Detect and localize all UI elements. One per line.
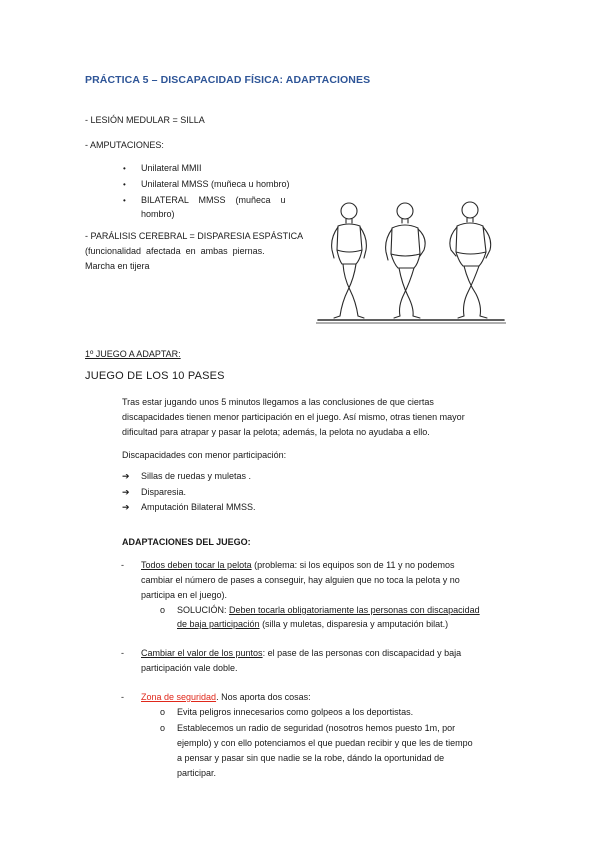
- solution-line-2: [177, 616, 448, 632]
- game-title: JUEGO DE LOS 10 PASES: [85, 370, 225, 382]
- paragraph-line-2: discapacidades tienen menor participación en el juego. Así mismo, otras tienen mayor: [122, 412, 465, 422]
- adaptation-1-text: (problema: si los equipos son de 11 y no podemos: [251, 560, 455, 570]
- adaptation-2-line-1: [141, 645, 461, 661]
- arrow-icon: ➔: [122, 502, 130, 512]
- amputacion-item-3-cont: hombro): [141, 209, 175, 219]
- arrow-item-2: Disparesia.: [141, 487, 187, 497]
- arrow-icon: ➔: [122, 487, 130, 497]
- paralisis-line-3: Marcha en tijera: [85, 261, 150, 271]
- adaptation-3-line-1: [141, 689, 311, 705]
- bullet-icon: •: [123, 196, 126, 205]
- adaptation-3-sub-2-line-3: a pensar y pasar sin que nadie se la robe, dándo la oportunidad de: [177, 753, 445, 763]
- amputaciones-label: - AMPUTACIONES:: [85, 140, 164, 150]
- bullet-icon: •: [123, 180, 126, 189]
- adaptation-3-text: . Nos aporta dos cosas:: [216, 692, 311, 702]
- adaptations-heading: ADAPTACIONES DEL JUEGO:: [122, 537, 251, 547]
- dash-icon: -: [121, 692, 124, 702]
- adaptation-1-line-2: cambiar el número de pases a conseguir, hay alguien que no toca la pelota y no: [141, 575, 460, 585]
- section-heading: 1º JUEGO A ADAPTAR:: [85, 349, 181, 359]
- arrow-item-1: Sillas de ruedas y muletas .: [141, 471, 252, 481]
- solution-underlined-2: de baja participación: [177, 619, 260, 629]
- adaptation-1-title: Todos deben tocar la pelota: [141, 560, 252, 570]
- solution-rest: (silla y muletas, disparesia y amputación bilat.): [259, 619, 449, 629]
- circle-bullet-icon: o: [160, 723, 166, 733]
- adaptation-2-text: : el pase de las personas con discapacidad y baja: [262, 648, 462, 658]
- adaptation-2-title: Cambiar el valor de los puntos: [141, 648, 263, 658]
- scissor-gait-illustration: [316, 198, 506, 326]
- bullet-icon: •: [123, 164, 126, 173]
- dash-icon: -: [121, 560, 124, 570]
- lesion-medular-line: - LESIÓN MEDULAR = SILLA: [85, 115, 205, 125]
- adaptation-3-sub-2-line-1: Establecemos un radio de seguridad (nosotros hemos puesto 1m, por: [177, 723, 456, 733]
- adaptation-3-title: Zona de seguridad: [141, 692, 217, 702]
- adaptation-1-line-1: [141, 557, 455, 573]
- circle-bullet-icon: o: [160, 707, 166, 717]
- page-title: PRÁCTICA 5 – DISCAPACIDAD FÍSICA: ADAPTACIONES: [85, 74, 371, 86]
- adaptation-3-sub-1: Evita peligros innecesarios como golpeos a los deportistas.: [177, 707, 414, 717]
- paragraph-line-3: dificultad para atrapar y pasar la pelota; además, la pelota no ayudaba a ello.: [122, 427, 430, 437]
- paragraph-line-1: Tras estar jugando unos 5 minutos llegamos a las conclusiones de que ciertas: [122, 397, 434, 407]
- less-participation-label: Discapacidades con menor participación:: [122, 450, 287, 460]
- solution-underlined-1: Deben tocarla obligatoriamente las personas con discapacidad: [229, 605, 480, 615]
- solution-prefix: SOLUCIÓN:: [177, 605, 230, 615]
- adaptation-1-line-3: participa en el juego).: [141, 590, 228, 600]
- adaptation-2-line-2: participación vale doble.: [141, 663, 238, 673]
- arrow-icon: ➔: [122, 471, 130, 481]
- adaptation-3-sub-2-line-2: ejemplo) y con ello potenciamos el que puedan recibir y que les de tiempo: [177, 738, 473, 748]
- circle-bullet-icon: o: [160, 605, 166, 615]
- dash-icon: -: [121, 648, 124, 658]
- arrow-item-3: Amputación Bilateral MMSS.: [141, 502, 256, 512]
- amputacion-item-1: Unilateral MMII: [141, 163, 202, 173]
- amputacion-item-2: Unilateral MMSS (muñeca u hombro): [141, 179, 290, 189]
- adaptation-3-sub-2-line-4: participar.: [177, 768, 217, 778]
- paralisis-line-2: (funcionalidad afectada en ambas piernas.: [85, 246, 265, 256]
- paralisis-line-1: - PARÁLISIS CEREBRAL = DISPARESIA ESPÁSTICA: [85, 231, 304, 241]
- amputacion-item-3: BILATERAL MMSS (muñeca u: [141, 195, 286, 205]
